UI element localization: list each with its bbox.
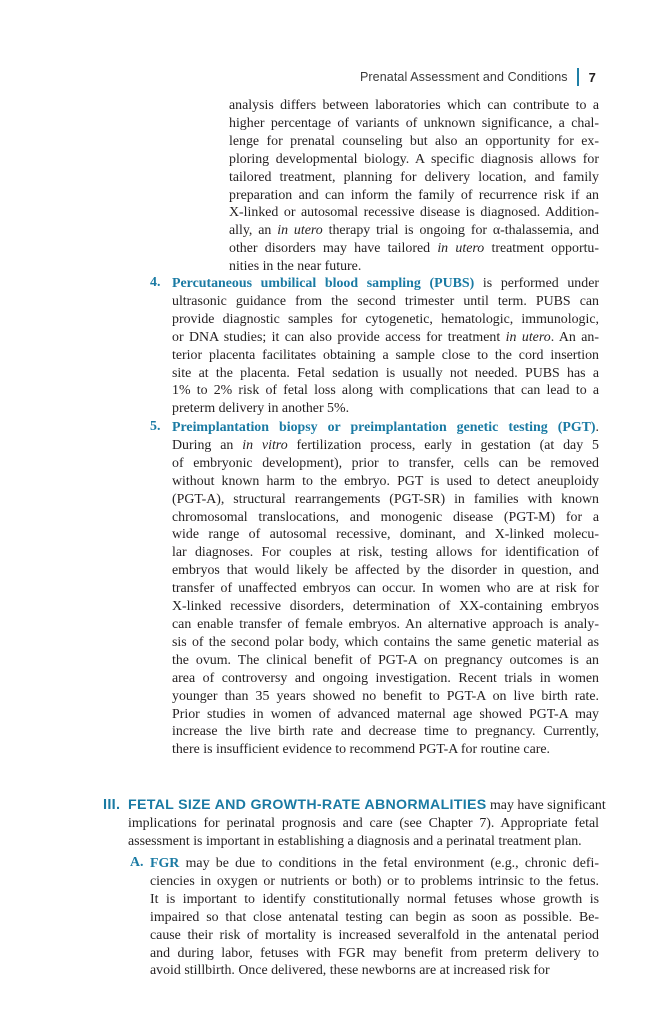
item-a-number: A. [130,855,144,870]
line-text: chromosomal translocations, and monogenic disease (PGT-M) for a [172,509,599,525]
line-text: . [595,420,599,435]
text-line [172,419,599,437]
text-line [172,347,599,365]
line-text: Prior studies in women of advanced maternal age showed PGT-A may [172,706,599,722]
text-line [172,455,599,473]
line-text: analysis differs between laboratories which can contribute to a [229,98,599,113]
bold-term: Preimplantation biopsy or preimplantation genetic testing (PGT) [172,420,596,435]
text-line [172,491,599,509]
line-text: area of controversy and ongoing investigation. Recent trials in women [172,670,599,686]
line-text: the ovum. The clinical benefit of PGT-A on pregnancy outcomes is an [172,652,599,668]
bold-term: Percutaneous umbilical blood sampling (PUBS) [172,276,475,291]
line-text: other disorders may have tailored [229,241,438,257]
text-line [229,187,599,205]
line-text: preparation and can inform the family of recurrence risk if an [229,187,599,203]
line-text: tailored treatment, planning for delivery location, and family [229,169,599,185]
line-text: younger than 35 years showed no benefit to PGT-A on live birth rate. [172,688,599,704]
text-line [229,169,599,187]
line-text: ciencies in oxygen or nutrients or both) or to problems intrinsic to the fetus. [150,873,599,889]
text-line [172,580,599,598]
line-text: may be due to conditions in the fetal environment (e.g., chronic defi- [179,856,599,871]
line-text: cause their risk of mortality is increased severalfold in the antenatal period [150,927,599,943]
line-text: may have significant [486,798,606,813]
line-text: sis of the second polar body, which contains the same genetic material as [172,634,599,650]
line-text: increase the live birth rate and decrease time to pregnancy. Currently, [172,724,599,740]
line-text: assessment is important in establishing a diagnosis and a perinatal treatment plan. [128,833,582,849]
line-text: site at the placenta. Fetal sedation is usually not needed. PUBS has a [172,365,599,381]
text-line [150,909,599,927]
bold-term: FGR [150,856,180,871]
italic-term: in utero [505,329,551,345]
line-text: treatment opportu- [484,241,600,257]
running-head-title: Prenatal Assessment and Conditions [359,70,568,84]
line-text: embryos that would likely be affected by the disorder in question, and [172,563,599,579]
text-line [150,945,599,963]
line-text: implications for perinatal prognosis and care (see Chapter 7). Appropriate fetal [128,815,599,831]
text-line [150,927,599,945]
text-line [229,240,599,258]
text-line [172,400,599,418]
item-5-number: 5. [150,419,161,434]
line-text: avoid stillbirth. Once delivered, these newborns are at increased risk for [150,963,550,979]
text-line [172,382,599,400]
page-number: 7 [588,69,596,85]
italic-term: in utero [437,241,485,257]
line-text: wide range of autosomal recessive, dominant, and X-linked molecu- [172,527,599,543]
text-line [172,437,599,455]
line-text: ploring developmental biology. A specific diagnosis allows for [229,151,599,167]
line-text: ultrasonic guidance from the second trimester until term. PUBS can [172,293,599,309]
line-text: lar diagnoses. For couples at risk, testing allows for identification of [172,545,599,561]
item-5-pgt-paragraph [172,419,599,759]
text-line [128,815,599,833]
line-text: there is insufficient evidence to recommend PGT-A for routine care. [172,742,551,758]
text-line [128,833,599,851]
text-line [150,873,599,891]
text-line [229,115,599,133]
text-line [172,688,599,706]
text-line [172,616,599,634]
text-line [172,311,599,329]
text-line [172,741,599,759]
line-text: lenge for prenatal counseling but also an opportunity for ex- [229,133,599,149]
text-line [172,562,599,580]
line-text: 1% to 2% risk of fetal loss along with complications that can lead to a [172,383,599,399]
text-line [150,855,599,873]
line-text: fertilization process, early in gestation (at day 5 [287,437,599,453]
line-text: X-linked recessive disorders, determination of XX-containing embryos [172,599,599,615]
line-text: can enable transfer of female embryos. An alternative approach is analy- [172,616,599,632]
line-text: impaired so that close antenatal testing can begin as soon as possible. Be- [150,909,599,925]
section-iii-number: III. [103,797,121,813]
text-line [172,329,599,347]
text-line [229,204,599,222]
text-line [229,97,599,115]
text-line [229,222,599,240]
text-line [172,634,599,652]
text-line [172,275,599,293]
italic-term: in utero [277,223,323,239]
line-text: . An an- [550,329,599,345]
line-text: without known harm to the embryo. PGT is used to detect aneuploidy [172,473,599,489]
text-line [172,544,599,562]
line-text: higher percentage of variants of unknown significance, a chal- [229,115,599,131]
running-head [360,68,596,86]
section-iii-paragraph [128,797,606,851]
line-text: therapy trial is ongoing for α-thalassemia, and [322,223,599,239]
text-line [172,473,599,491]
italic-term: in vitro [242,437,288,453]
text-line [128,797,606,815]
line-text: ally, an [229,223,278,239]
item-a-fgr-paragraph [150,855,599,980]
line-text: provide diagnostic samples for cytogenetic, hematologic, immunologic, [172,311,599,327]
text-line [172,365,599,383]
running-head-divider [577,68,579,86]
text-line [172,652,599,670]
line-text: of embryonic development), prior to transfer, cells can be removed [172,455,599,471]
text-line [229,151,599,169]
line-text: is performed under [474,276,599,291]
text-line [172,598,599,616]
item-4-number: 4. [150,275,161,290]
line-text: nities in the near future. [229,259,362,275]
continuation-paragraph [229,97,599,276]
line-text: X-linked or autosomal recessive disease is diagnosed. Addition- [229,205,599,221]
line-text: or DNA studies; it can also provide access for treatment [172,329,506,345]
item-4-pubs-paragraph [172,275,599,418]
section-heading: FETAL SIZE AND GROWTH-RATE ABNORMALITIES [128,797,487,813]
text-line [229,258,599,276]
text-line [172,706,599,724]
text-line [172,293,599,311]
line-text: preterm delivery in another 5%. [172,401,350,417]
line-text: During an [172,437,243,453]
text-line [172,723,599,741]
text-line [150,962,599,980]
text-line [150,891,599,909]
text-line [172,526,599,544]
line-text: terior placenta facilitates obtaining a sample close to the cord insertion [172,347,599,363]
line-text: (PGT-A), structural rearrangements (PGT-SR) in families with known [172,491,599,507]
text-line [172,509,599,527]
text-line [172,670,599,688]
line-text: and during labor, fetuses with FGR may benefit from preterm delivery to [150,945,599,961]
text-line [229,133,599,151]
line-text: It is important to identify constitutionally normal fetuses whose growth is [150,891,599,907]
line-text: transfer of unaffected embryos can occur. In women who are at risk for [172,581,599,597]
